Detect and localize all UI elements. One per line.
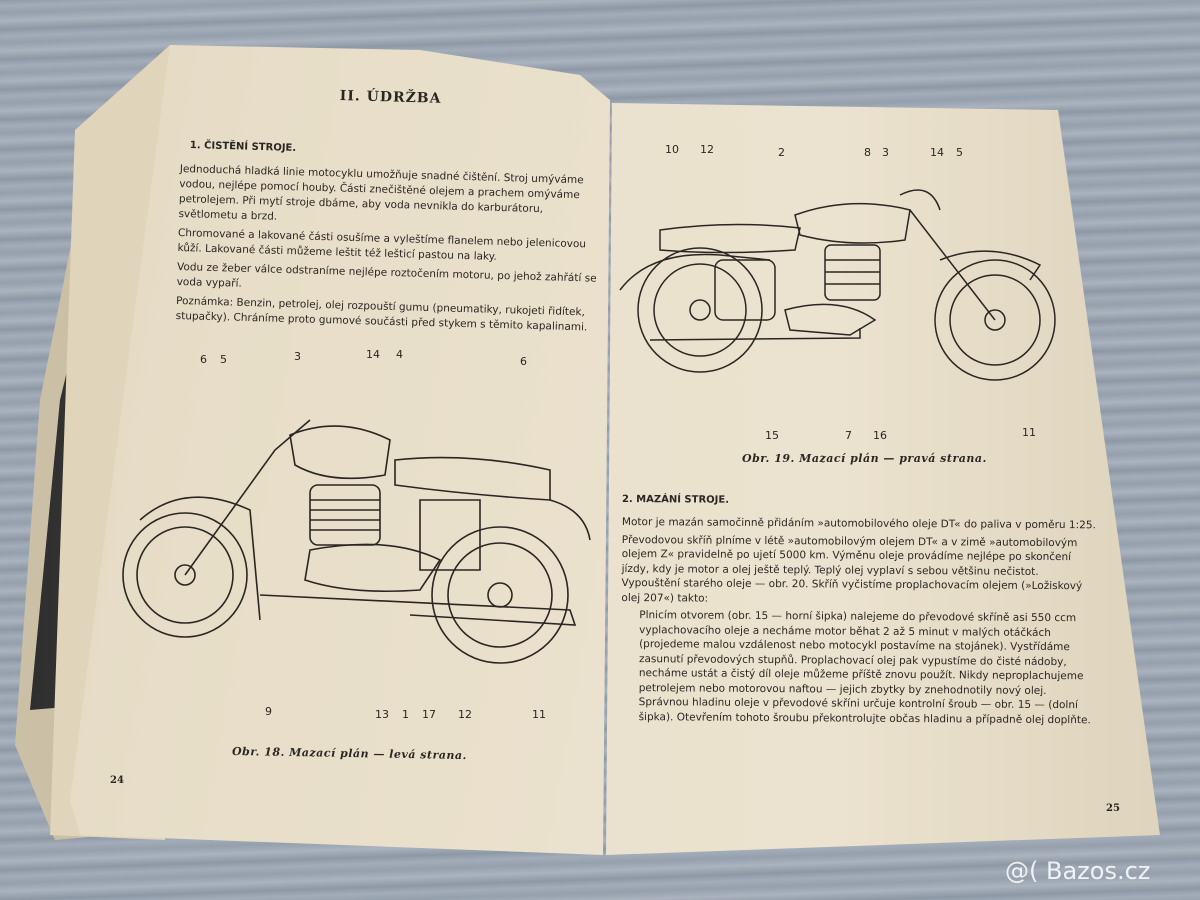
callout-label: 14 [366,348,380,361]
callout-label: 3 [882,146,889,159]
paragraph: Převodovou skříň plníme v létě »automobilovým olejem DT« a v zimě »automobilovým olejem Z« pravidelně po ujetí 5000 km. Výměnu oleje provádíme nejlépe po skončení jízdy, kdy je motor a olej ještě teplý. Teplý olej vyplaví s sebou většinu nečistot. Vypouštění starého oleje — obr. 20. Skříň vyčistíme proplachovacím olejem (»Ložiskový olej 207«) takto: [621,533,1083,605]
paragraph: Plnicím otvorem (obr. 15 — horní šipka) nalejeme do převodové skříně asi 550 ccm vyplachovacího oleje a necháme motor běhat 2 až 5 minut v malých otáčkách (projedeme malou vzdálenost nebo motocykl postavíme na stojánek). Vystřídáme zasunutí převodových stupňů. Proplachovací olej pak vypustíme do čisté nádoby, necháme ustát a čistý díl oleje můžeme příště znovu použít. Nikdy neproplachujeme petrolejem nebo motorovou naftou — jejich zbytky by znehodnotily nový olej. Správnou hladinu oleje v převodové skříni určuje kontrolní šroub — obr. 15 — (dolní šipka). Otevřením tohoto šroubu překontrolujte občas hladinu a případně olej doplňte. [638,609,1091,726]
callout-label: 5 [956,146,963,159]
callout-label: 2 [778,146,785,159]
figure-caption-left: Obr. 18. Mazací plán — levá strana. [231,744,468,763]
callout-label: 16 [873,429,887,442]
lubrication-text [621,515,1097,730]
note-paragraph: Poznámka: Benzin, petrolej, olej rozpouští gumu (pneumatiky, rukojeti řidítek, stupačky). Chráníme proto gumové součásti před stykem s těmito kapalinami. [175,294,588,334]
paragraph: Jednoduchá hladká linie motocyklu umožňuje snadné čištění. Stroj umýváme vodou, nejlépe pomocí houby. Části znečištěné olejem a prachem omýváme petrolejem. Při mytí stroje dbáme, aby voda nevnikla do karburátoru, světlometu a brzd. [178,162,584,223]
page-number-left: 24 [110,775,124,786]
chapter-heading: II. ÚDRŽBA [339,88,442,107]
callout-label: 9 [265,705,272,718]
callout-label: 4 [396,348,403,361]
callout-label: 12 [700,143,714,156]
motorcycle-diagram-left [110,360,610,690]
callout-label: 7 [845,429,852,442]
figure-caption-right: Obr. 19. Mazací plán — pravá strana. [742,452,987,465]
page-number-right: 25 [1106,803,1120,814]
cleaning-text [175,162,604,340]
section-title-lubrication: 2. MAZÁNÍ STROJE. [621,494,730,506]
callout-label: 12 [458,708,472,721]
paragraph: Chromované a lakované části osušíme a vyleštíme flanelem nebo jelenicovou kůží. Lakované části můžeme leštit též lešticí pastou na laky. [177,226,587,263]
paragraph: Motor je mazán samočinně přidáním »automobilového oleje DT« do paliva v poměru 1:25. [621,516,1096,532]
callout-label: 6 [200,353,207,366]
callout-label: 3 [294,350,301,363]
callout-label: 11 [1022,426,1036,439]
callout-label: 14 [930,146,944,159]
callout-label: 15 [765,429,779,442]
motorcycle-diagram-right [610,160,1070,400]
watermark: @( Bazos.cz [1005,857,1151,885]
paragraph: Vodu ze žeber válce odstraníme nejlépe roztočením motoru, po jehož zahřátí se voda vypaří. [176,260,597,290]
callout-label: 10 [665,143,679,156]
callout-label: 17 [422,708,436,721]
callout-label: 8 [864,146,871,159]
callout-label: 1 [402,708,409,721]
callout-label: 11 [532,708,546,721]
callout-label: 6 [520,355,527,368]
callout-label: 13 [375,708,389,721]
callout-label: 5 [220,353,227,366]
section-title-cleaning: 1. ČISTĚNÍ STROJE. [189,140,297,154]
